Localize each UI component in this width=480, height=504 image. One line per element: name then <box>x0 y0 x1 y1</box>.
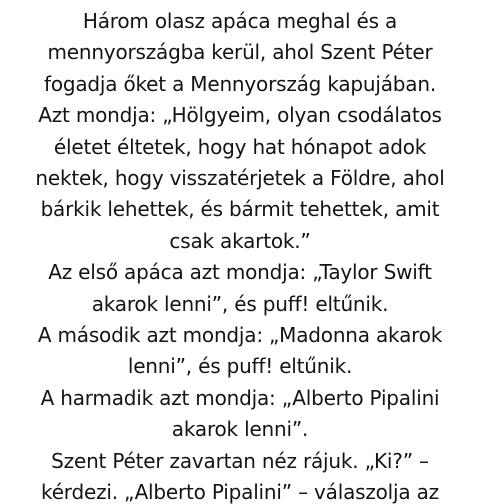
text-line: életet éltetek, hogy hat hónapot adok <box>53 134 427 159</box>
text-line: Három olasz apáca meghal és a <box>82 9 398 33</box>
text-line: Azt mondja: „Hölgyeim, olyan csodálatos <box>38 103 442 128</box>
text-line: mennyországba kerül, ahol Szent Péter <box>47 40 433 65</box>
text-line: A harmadik azt mondja: „Alberto Pipalini <box>40 385 440 410</box>
text-line: bárkik lehettek, és bármit tehettek, amit <box>40 197 440 222</box>
joke-text <box>10 6 470 504</box>
text-line: akarok lenni”, és puff! eltűnik. <box>91 291 389 316</box>
text-line: akarok lenni”. <box>171 417 309 442</box>
text-line: kérdezi. „Alberto Pipalini” – válaszolja az <box>41 480 439 504</box>
text-line: fogadja őket a Mennyország kapujában. <box>43 71 436 96</box>
text-line: Az első apáca azt mondja: „Taylor Swift <box>48 260 432 285</box>
text-line: csak akartok.” <box>169 228 311 253</box>
text-line: lenni”, és puff! eltűnik. <box>127 354 353 379</box>
text-line: A második azt mondja: „Madonna akarok <box>37 323 443 348</box>
text-line: Szent Péter zavartan néz rájuk. „Ki?” – <box>51 448 429 473</box>
text-line: nektek, hogy visszatérjetek a Földre, ahol <box>35 166 445 191</box>
